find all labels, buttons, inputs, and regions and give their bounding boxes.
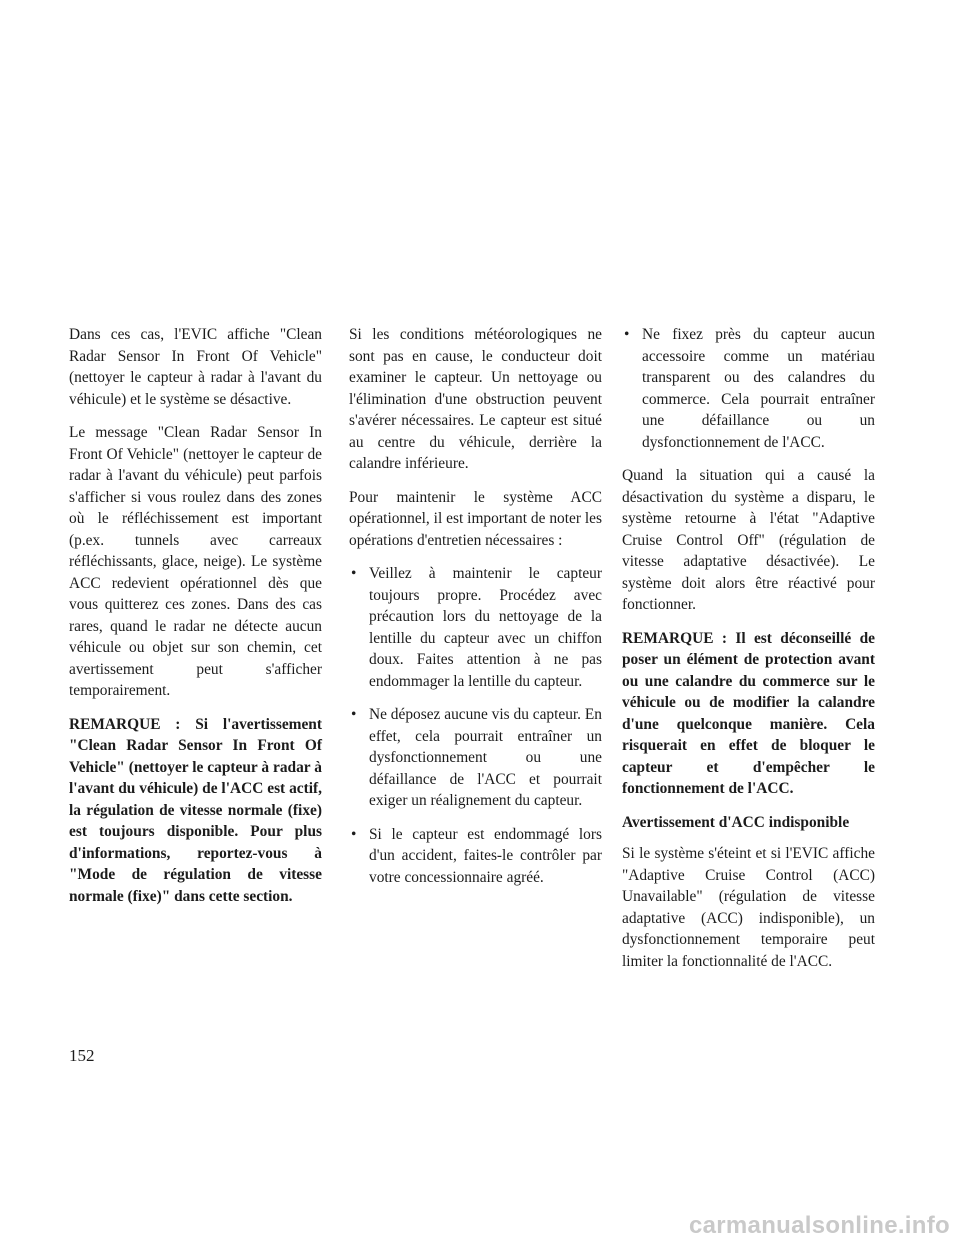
- note-grille-warning: REMARQUE : Il est déconseillé de poser un élément de protection avant ou une calandre du commerce sur le véhicule ou de modifier la calandre d'une quelconque manière. Cela risquerait en effet de bloquer le capteur et d'empêcher le fonctionnement de l'ACC.: [622, 629, 875, 797]
- bullet-icon: •: [351, 565, 357, 582]
- list-item: [349, 704, 602, 812]
- list-item-text: Ne fixez près du capteur aucun accessoire comme un matériau transparent ou des calandres du commerce. Cela pourrait entraîner une défaillance ou un dysfonctionnement de l'ACC.: [642, 326, 875, 451]
- paragraph-maintenance-intro: Pour maintenir le système ACC opérationnel, il est important de noter les opérations d'entretien nécessaires :: [349, 488, 602, 549]
- paragraph-reactivation: Quand la situation qui a causé la désactivation du système a disparu, le système retourne à l'état "Adaptive Cruise Control Off" (régulation de vitesse adaptative désactivée). Le système doit alors être réactivé pour fonctionner.: [622, 467, 875, 613]
- paragraph-inspect-sensor: Si les conditions météorologiques ne sont pas en cause, le conducteur doit examiner le capteur. Un nettoyage ou l'élimination d'une obstruction peuvent s'avérer nécessaires. Le capteur est situé au centre du véhicule, derrière la calandre inférieure.: [349, 326, 602, 472]
- bullet-icon: •: [351, 706, 357, 723]
- list-item-text: Veillez à maintenir le capteur toujours propre. Procédez avec précaution lors du nettoyage de la lentille du capteur avec un chiffon doux. Faites attention à ne pas endommager la lentille du capteur.: [369, 565, 602, 690]
- note-fixed-cruise-available: REMARQUE : Si l'avertissement "Clean Radar Sensor In Front Of Vehicle" (nettoyer le capteur à radar à l'avant du véhicule) de l'ACC est actif, la régulation de vitesse normale (fixe) est toujours disponible. Pour plus d'informations, reportez-vous à "Mode de régulation de vitesse normale (fixe)" dans cette section.: [69, 715, 322, 905]
- paragraph-evic-message: Dans ces cas, l'EVIC affiche "Clean Radar Sensor In Front Of Vehicle" (nettoyer le capteur à radar à l'avant du véhicule) et le système se désactive.: [69, 326, 322, 408]
- page-number: 152: [69, 1046, 95, 1065]
- text-column-right: [622, 324, 875, 984]
- list-item-text: Ne déposez aucune vis du capteur. En effet, cela pourrait entraîner un dysfonctionnement ou une défaillance de l'ACC et pourrait exiger un réalignement du capteur.: [369, 706, 602, 809]
- text-column-left: [69, 324, 322, 919]
- list-item: [349, 563, 602, 692]
- paragraph-reflection-zones: Le message "Clean Radar Sensor In Front Of Vehicle" (nettoyer le capteur de radar à l'avant du véhicule) peut parfois s'afficher si vous roulez dans des zones où le réfléchissement est important (p.ex. tunnels avec carreaux réfléchissants, glace, neige). Le système ACC redevient opérationnel dès que vous quitterez ces zones. Dans des cas rares, quand le radar ne détecte aucun véhicule ou objet sur son chemin, cet avertissement peut s'afficher temporairement.: [69, 424, 322, 699]
- maintenance-list: [349, 563, 602, 888]
- text-column-middle: [349, 324, 602, 900]
- accessory-list: [622, 324, 875, 453]
- list-item-text: Si le capteur est endommagé lors d'un accident, faites-le contrôler par votre concessionnaire agréé.: [369, 825, 602, 886]
- bullet-icon: •: [351, 825, 357, 843]
- list-item: [349, 824, 602, 889]
- watermark: carmanualsonline.info: [688, 1212, 950, 1239]
- paragraph-acc-unavailable: Si le système s'éteint et si l'EVIC affiche "Adaptive Cruise Control (ACC) Unavailable" (régulation de vitesse adaptative (ACC) indisponible), un dysfonctionnement temporaire peut limiter la fonctionnalité de l'ACC.: [622, 845, 875, 970]
- section-heading-acc-unavailable: Avertissement d'ACC indisponible: [622, 813, 850, 831]
- bullet-icon: •: [624, 326, 630, 343]
- list-item: [622, 324, 875, 453]
